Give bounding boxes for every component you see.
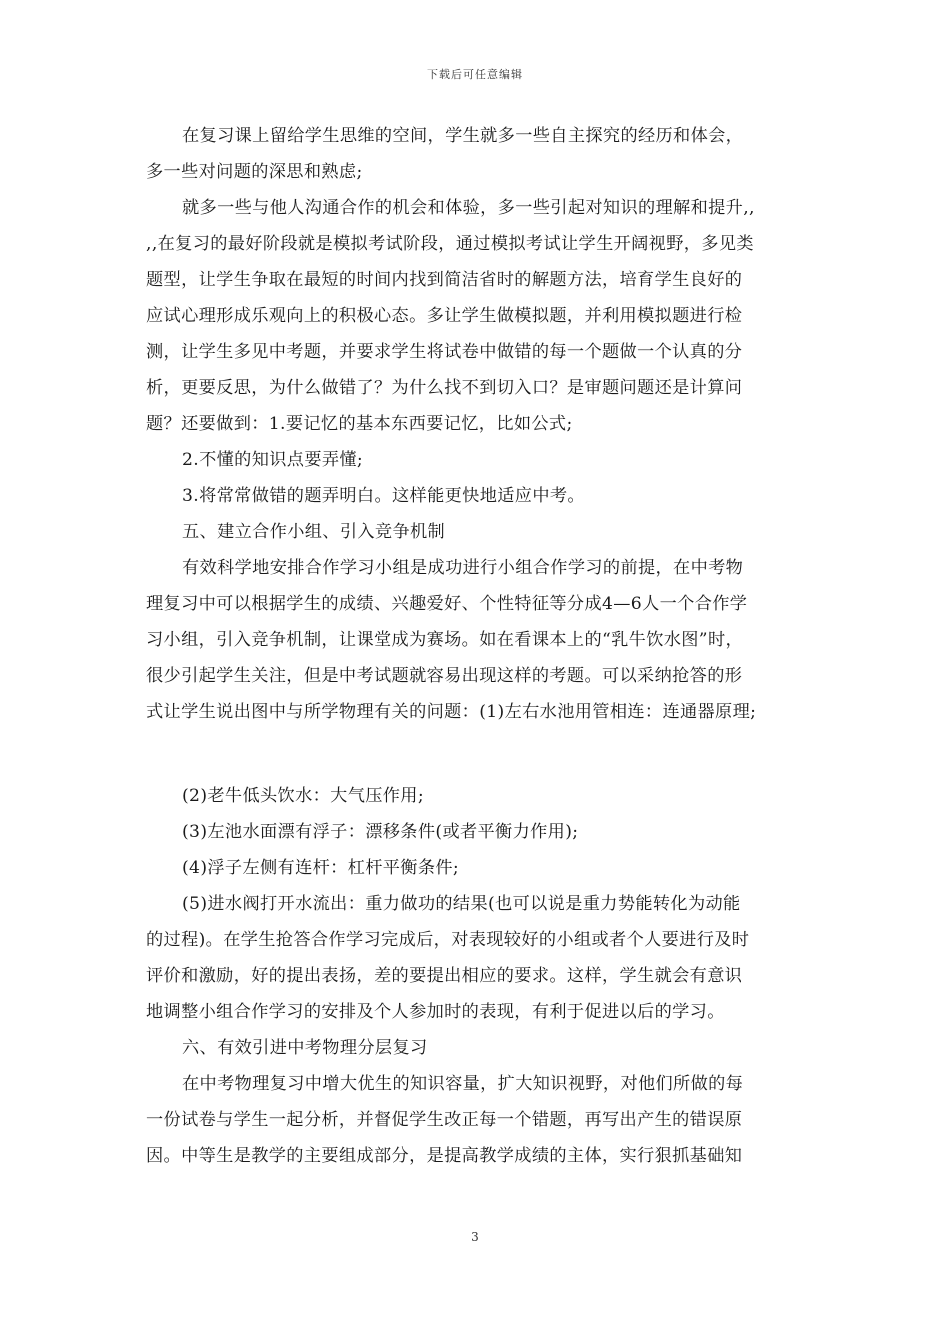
paragraph-line: 一份试卷与学生一起分析，并督促学生改正每一个错题，再写出产生的错误原 — [146, 1110, 743, 1130]
paragraph-line: 地调整小组合作学习的安排及个人参加时的表现，有利于促进以后的学习。 — [146, 1002, 725, 1022]
paragraph-line: 多一些对问题的深思和熟虑; — [146, 162, 363, 182]
paragraph-line: 在中考物理复习中增大优生的知识容量，扩大知识视野，对他们所做的每 — [182, 1074, 744, 1094]
paragraph-line: 析，更要反思，为什么做错了？为什么找不到切入口？是审题问题还是计算问 — [146, 378, 743, 398]
paragraph-line: ,,在复习的最好阶段就是模拟考试阶段，通过模拟考试让学生开阔视野，多见类 — [146, 234, 754, 254]
paragraph-line: 很少引起学生关注，但是中考试题就容易出现这样的考题。可以采纳抢答的形 — [146, 666, 743, 686]
section-heading: 六、有效引进中考物理分层复习 — [182, 1038, 428, 1058]
paragraph-line: 有效科学地安排合作学习小组是成功进行小组合作学习的前提，在中考物 — [182, 558, 744, 578]
section-heading: 五、建立合作小组、引入竞争机制 — [182, 522, 446, 542]
paragraph-line: 式让学生说出图中与所学物理有关的问题：(1)左右水池用管相连：连通器原理; — [146, 702, 757, 722]
list-item: (3)左池水面漂有浮子：漂移条件(或者平衡力作用); — [182, 822, 579, 842]
list-item: (4)浮子左侧有连杆：杠杆平衡条件; — [182, 858, 460, 878]
paragraph-line: 的过程)。在学生抢答合作学习完成后，对表现较好的小组或者个人要进行及时 — [146, 930, 750, 950]
paragraph-line: 题型，让学生争取在最短的时间内找到简洁省时的解题方法，培育学生良好的 — [146, 270, 743, 290]
page-header: 下载后可任意编辑 — [427, 68, 523, 81]
paragraph-line: 在复习课上留给学生思维的空间，学生就多一些自主探究的经历和体会， — [182, 126, 744, 146]
list-item: (2)老牛低头饮水：大气压作用; — [182, 786, 424, 806]
blank-space — [146, 730, 806, 778]
paragraph-line: 因。中等生是教学的主要组成部分，是提高教学成绩的主体，实行狠抓基础知 — [146, 1146, 743, 1166]
paragraph-line: 测，让学生多见中考题，并要求学生将试卷中做错的每一个题做一个认真的分 — [146, 342, 743, 362]
paragraph-line: 评价和激励，好的提出表扬，差的要提出相应的要求。这样，学生就会有意识 — [146, 966, 743, 986]
paragraph-line: 就多一些与他人沟通合作的机会和体验，多一些引起对知识的理解和提升,, — [182, 198, 755, 218]
list-item: (5)进水阀打开水流出：重力做功的结果(也可以说是重力势能转化为动能 — [182, 894, 741, 914]
list-item: 2.不懂的知识点要弄懂; — [182, 450, 364, 470]
page-number: 3 — [471, 1230, 479, 1244]
paragraph-line: 题？还要做到：1.要记忆的基本东西要记忆，比如公式; — [146, 414, 573, 434]
paragraph-line: 应试心理形成乐观向上的积极心态。多让学生做模拟题，并利用模拟题进行检 — [146, 306, 743, 326]
list-item: 3.将常常做错的题弄明白。这样能更快地适应中考。 — [182, 486, 585, 506]
paragraph-line: 习小组，引入竞争机制，让课堂成为赛场。如在看课本上的“乳牛饮水图”时， — [146, 630, 744, 650]
document-body — [146, 118, 806, 1174]
paragraph-line: 理复习中可以根据学生的成绩、兴趣爱好、个性特征等分成4—6人一个合作学 — [146, 594, 748, 614]
